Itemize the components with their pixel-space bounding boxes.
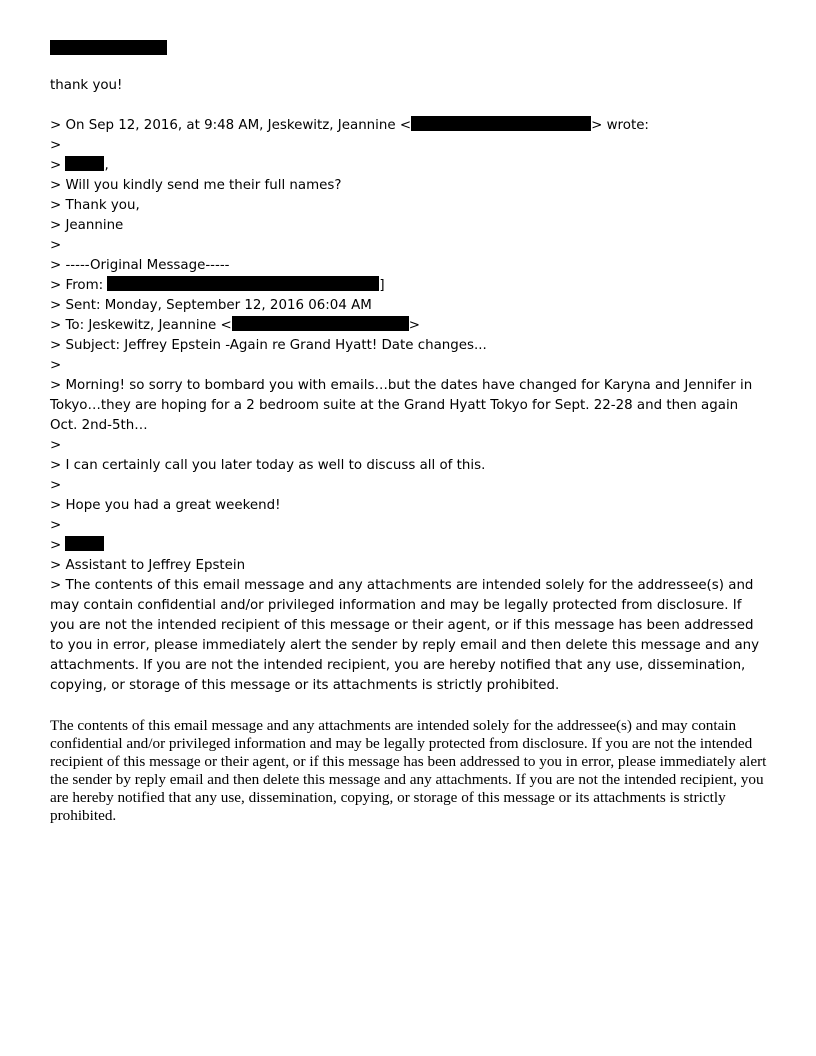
redacted-to-address	[232, 316, 409, 331]
email-body	[50, 76, 766, 696]
quoted-line-thanks: > Thank you,	[50, 198, 140, 213]
to-prefix: > To: Jeskewitz, Jeannine <	[50, 318, 232, 333]
quote-marker: >	[50, 238, 62, 253]
assistant-line: > Assistant to Jeffrey Epstein	[50, 558, 246, 573]
redacted-sender-name	[50, 40, 167, 55]
quoted-intro-prefix: > On Sep 12, 2016, at 9:48 AM, Jeskewitz, Jeannine <	[50, 118, 412, 133]
footer-disclaimer: The contents of this email message and any attachments are intended solely for the addressee(s) and may contain confidential and/or privileged information and may be legally protected from disclosure. If you are not the intended recipient of this message or their agent, or if this message has been addressed to you in error, please immediately alert the sender by reply email and then delete this message and any attachments. If you are not the intended recipient, you are hereby notified that any use, dissemination, copying, or storage of this message or its attachments is strictly prohibited.	[50, 717, 767, 824]
subject-line: > Subject: Jeffrey Epstein -Again re Grand Hyatt! Date changes...	[50, 338, 487, 353]
to-suffix: >	[408, 318, 421, 333]
to-line	[50, 316, 766, 336]
weekend-line: > Hope you had a great weekend!	[50, 498, 281, 513]
greeting-prefix: >	[50, 158, 66, 173]
morning-paragraph: > Morning! so sorry to bombard you with emails…but the dates have changed for Karyna and Jennifer in Tokyo…they are hoping for a 2 bedroom suite at the Grand Hyatt Tokyo for Sept. 22-28 and then again Oct. 2nd-5th…	[50, 378, 753, 433]
from-line	[50, 276, 766, 296]
greeting-suffix: ,	[104, 158, 109, 173]
quote-marker: >	[50, 518, 62, 533]
redacted-from-address	[107, 276, 379, 291]
redacted-name	[65, 156, 104, 171]
quoted-intro-line	[50, 116, 766, 136]
quote-marker: >	[50, 438, 62, 453]
signature-name-line	[50, 536, 766, 556]
from-suffix: ]	[379, 278, 385, 293]
redacted-email-address	[411, 116, 591, 131]
quoted-intro-suffix: > wrote:	[591, 118, 649, 133]
quoted-line-ask: > Will you kindly send me their full names?	[50, 178, 342, 193]
spacer	[50, 96, 766, 116]
quoted-line-signature: > Jeannine	[50, 218, 124, 233]
quote-marker: >	[50, 358, 62, 373]
call-line: > I can certainly call you later today as well to discuss all of this.	[50, 458, 486, 473]
redacted-signature-name	[65, 536, 104, 551]
quote-marker: >	[50, 138, 62, 153]
quote-marker: >	[50, 478, 62, 493]
quote-marker: >	[50, 538, 66, 553]
quoted-greeting-line	[50, 156, 766, 176]
quoted-disclaimer: > The contents of this email message and any attachments are intended solely for the addressee(s) and may contain confidential and/or privileged information and may be legally protected from disclosure. If you are not the intended recipient of this message or their agent, or if this message has been addressed to you in error, please immediately alert the sender by reply email and then delete this message and any attachments. If you are not the intended recipient, you are hereby notified that any use, dissemination, copying, or storage of this message or its attachments is strictly prohibited.	[50, 578, 760, 693]
reply-text: thank you!	[50, 78, 123, 93]
sent-line: > Sent: Monday, September 12, 2016 06:04 AM	[50, 298, 372, 313]
original-message-header: > -----Original Message-----	[50, 258, 230, 273]
from-prefix: > From:	[50, 278, 108, 293]
